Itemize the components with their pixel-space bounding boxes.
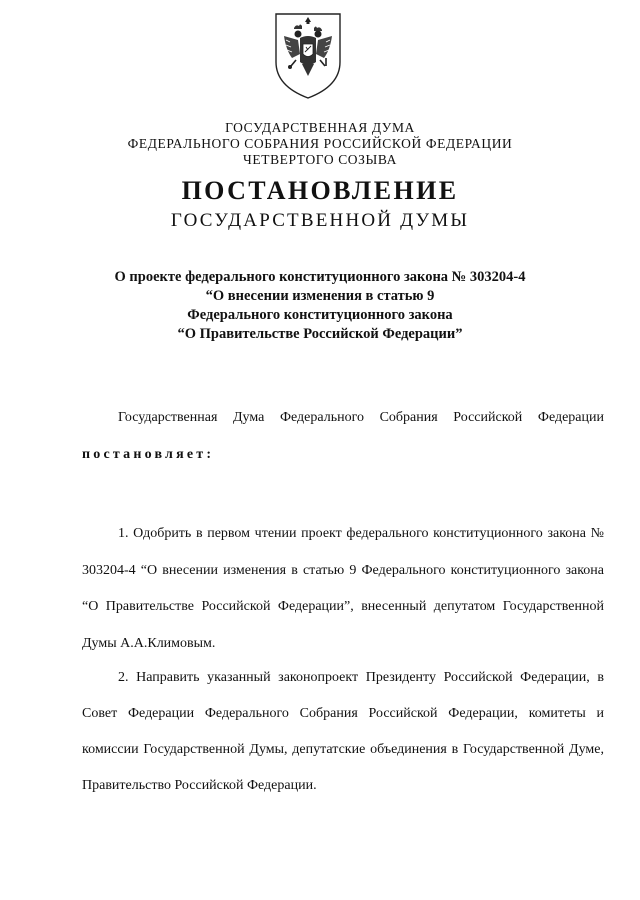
resolves-word: постановляет:	[82, 447, 215, 462]
document-type-subtitle: ГОСУДАРСТВЕННОЙ ДУМЫ	[170, 210, 470, 231]
org-name-line1: ГОСУДАРСТВЕННАЯ ДУМА	[225, 120, 415, 135]
point-2-paragraph: 2. Направить указанный законопроект Президенту Российской Федерации, в Совет Федерации Федерального Собрания Российской Федерации, комитеты и комиссии Государственной Думы, депутатские объединения в Государственной Думе, Правительство Российской Федерации.	[82, 670, 604, 793]
org-convocation: ЧЕТВЕРТОГО СОЗЫВА	[243, 152, 397, 167]
subject-line2: “О внесении изменения в статью 9	[205, 288, 435, 304]
point-1-paragraph: 1. Одобрить в первом чтении проект федерального конституционного закона № 303204-4 “О внесении изменения в статью 9 Федерального конституционного закона “О Правительстве Российской Федерации”, внесенный депутатом Государственной Думы А.А.Климовым.	[82, 526, 604, 651]
intro-paragraph: Государственная Дума Федерального Собрания Российской Федерации	[118, 410, 604, 425]
subject-line1: О проекте федерального конституционного закона № 303204-4	[114, 269, 526, 285]
org-name-line2: ФЕДЕРАЛЬНОГО СОБРАНИЯ РОССИЙСКОЙ ФЕДЕРАЦИИ	[127, 136, 513, 151]
coat-of-arms-emblem-icon	[272, 10, 344, 100]
document-type-title: ПОСТАНОВЛЕНИЕ	[181, 176, 459, 205]
subject-line4: “О Правительстве Российской Федерации”	[177, 326, 463, 342]
subject-line3: Федерального конституционного закона	[187, 307, 453, 323]
document-subject	[0, 268, 640, 344]
